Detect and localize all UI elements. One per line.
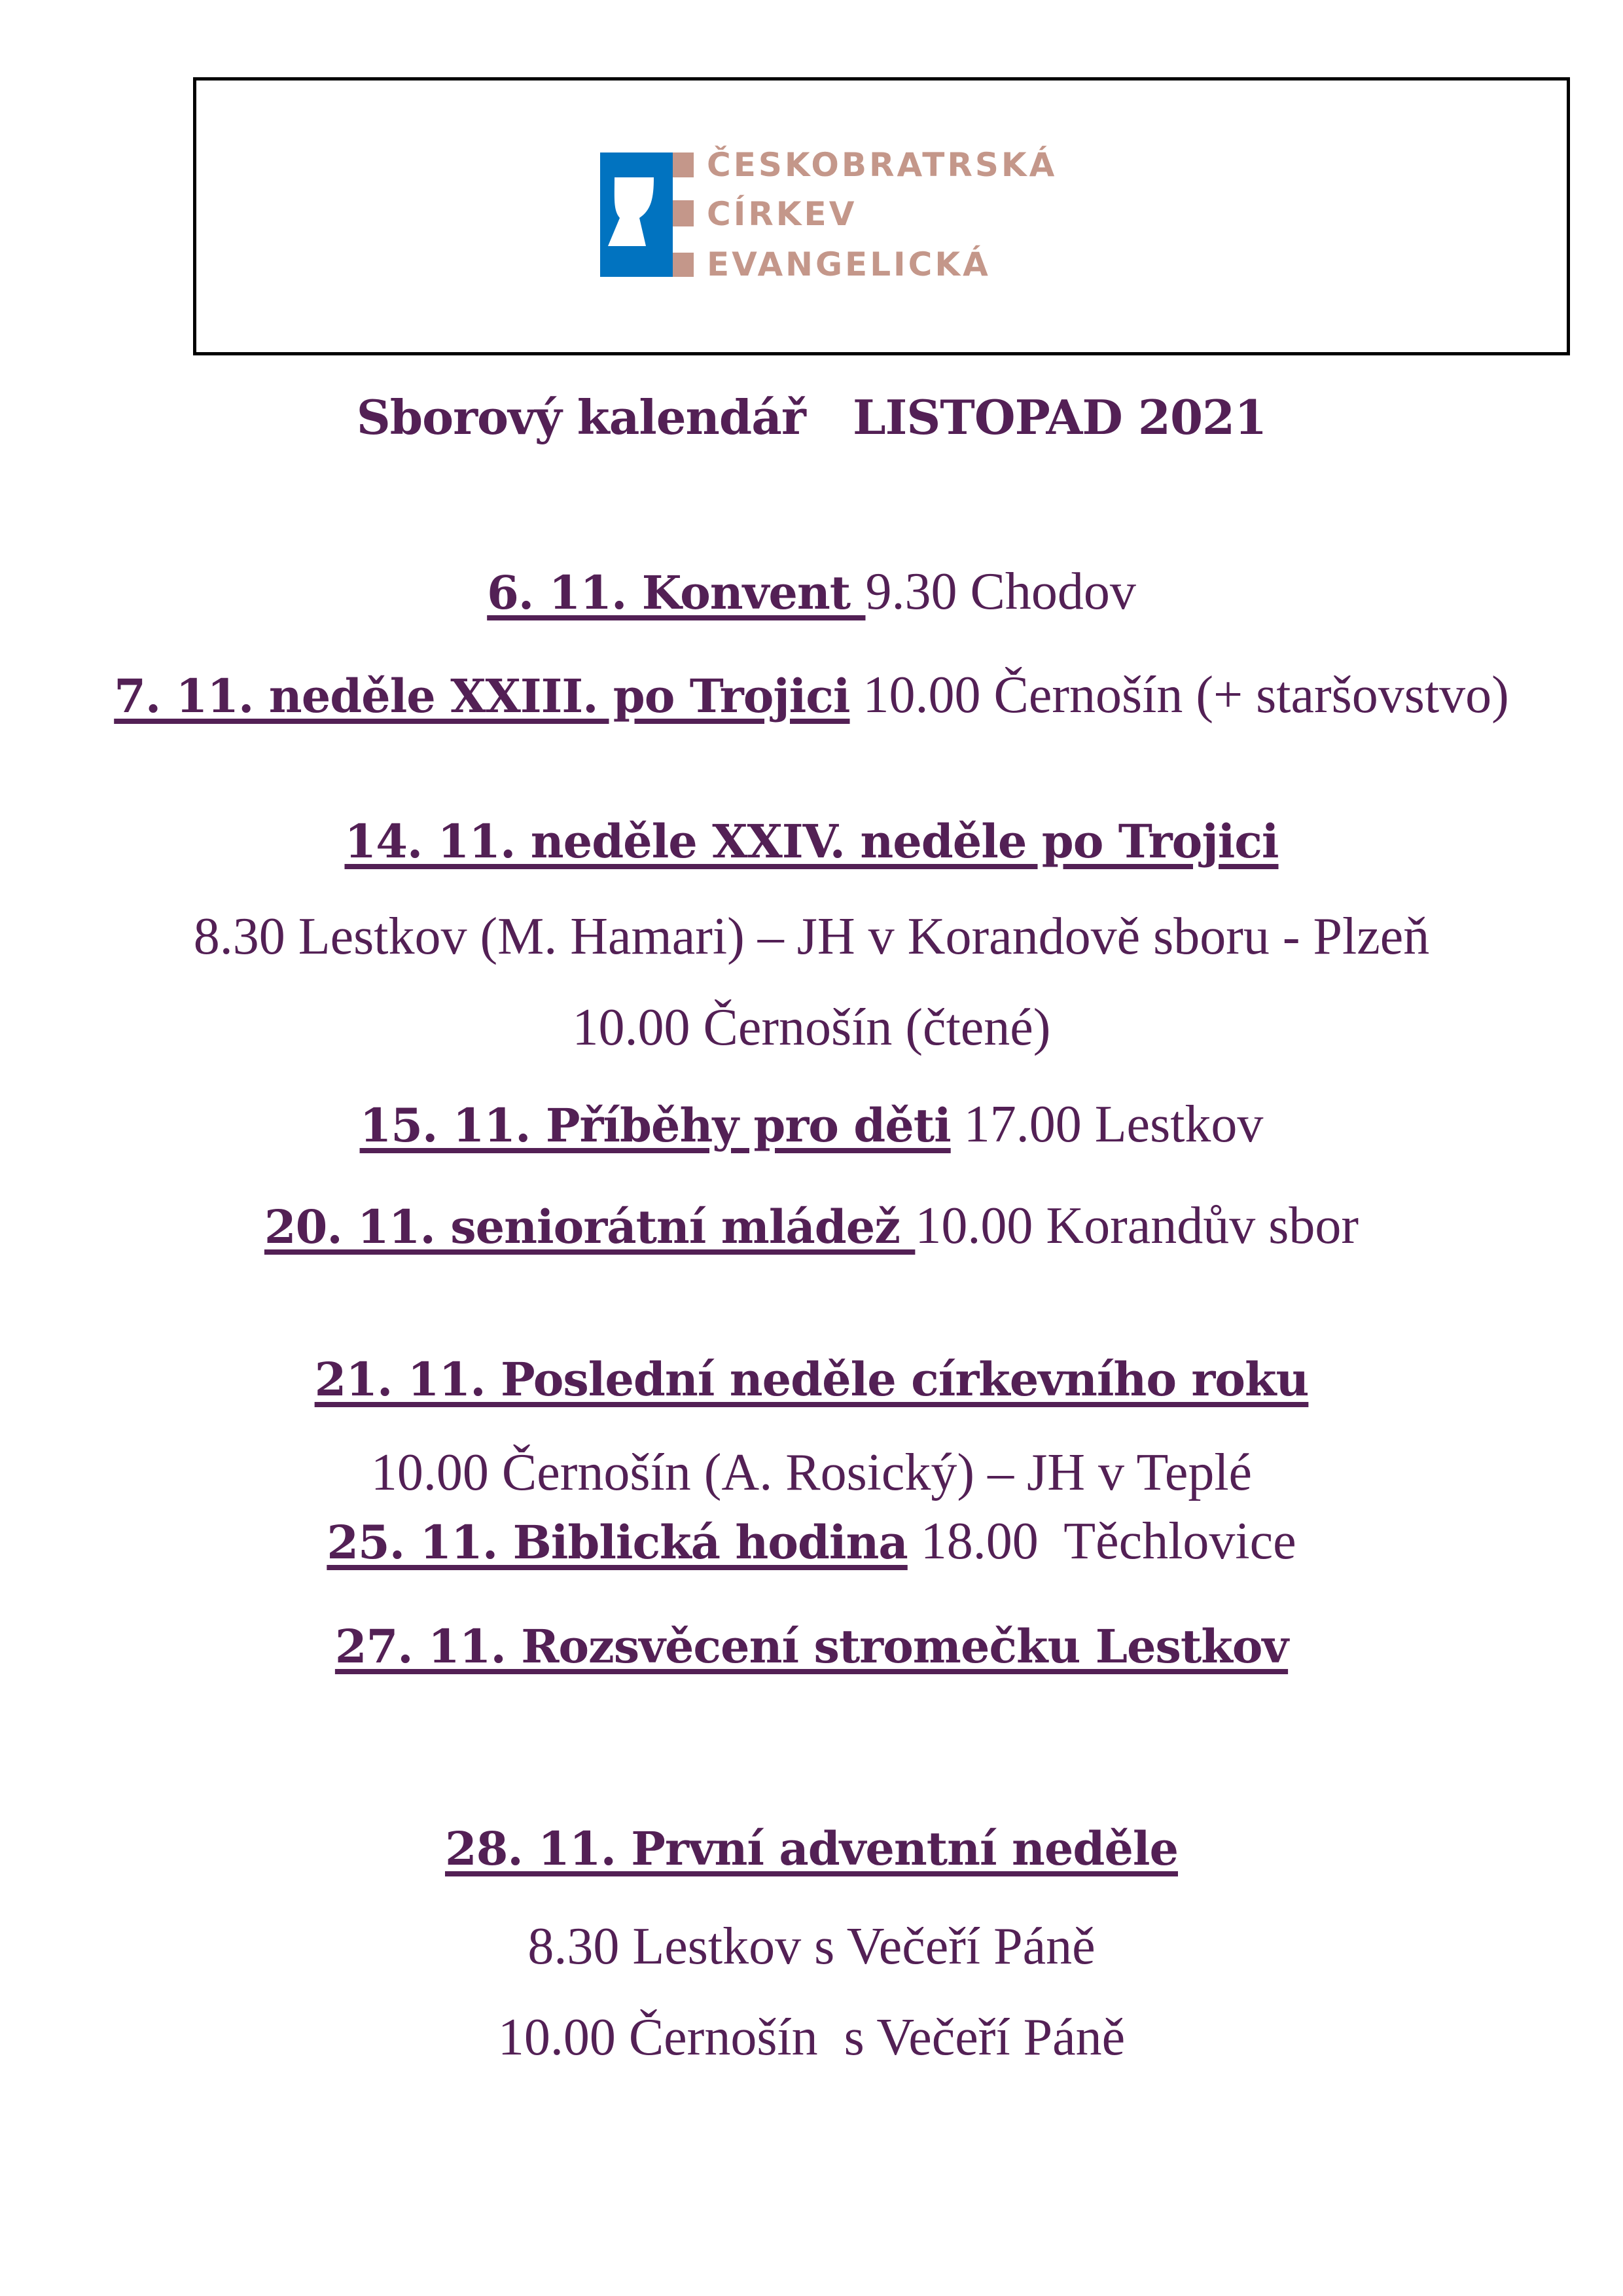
logo-bar-2: [673, 200, 694, 226]
logo-bar-1: [673, 152, 694, 177]
event-heading: 25. 11. Biblická hodina: [327, 1515, 908, 1570]
event-line: [0, 1446, 1623, 1499]
event-line: [0, 1920, 1623, 1973]
event-line: [0, 565, 1623, 619]
event-detail: 9.30 Chodov: [865, 563, 1136, 620]
church-logo: [600, 146, 1058, 283]
event-line: [0, 1001, 1623, 1054]
event-heading: 7. 11. neděle XXIII. po Trojici: [114, 669, 850, 723]
event-line: [0, 1619, 1623, 1673]
logo-text-line-1: ČESKOBRATRSKÁ: [707, 146, 1058, 184]
event-detail: 10.00 Černošín (čtené): [572, 999, 1051, 1056]
event-detail: 10.00 Černošín (+ staršovstvo): [849, 666, 1509, 724]
event-detail: 18.00 Těchlovice: [907, 1513, 1296, 1570]
event-heading: 27. 11. Rozsvěcení stromečku Lestkov: [334, 1619, 1289, 1674]
event-detail: 8.30 Lestkov s Večeří Páně: [527, 1918, 1096, 1975]
event-detail: 10.00 Černošín s Večeří Páně: [497, 2009, 1126, 2066]
event-detail: 17.00 Lestkov: [950, 1096, 1264, 1153]
event-line: [0, 2011, 1623, 2064]
event-line: [0, 814, 1623, 868]
event-heading: 14. 11. neděle XXIV. neděle po Trojici: [344, 814, 1279, 869]
logo-text-line-2: CÍRKEV: [707, 195, 857, 233]
event-line: [0, 666, 1623, 724]
event-heading: 15. 11. Příběhy pro děti: [359, 1098, 951, 1153]
logo-text-line-3: EVANGELICKÁ: [707, 245, 991, 283]
event-line: [0, 1352, 1623, 1406]
chalice-icon: [600, 152, 673, 277]
event-line: [0, 910, 1623, 963]
event-heading: 28. 11. První adventní neděle: [445, 1821, 1178, 1876]
event-heading: 21. 11. Poslední neděle církevního roku: [314, 1352, 1309, 1407]
event-heading: 20. 11. seniorátní mládež: [264, 1200, 916, 1254]
chalice-icon-svg: [600, 152, 673, 277]
event-heading: 6. 11. Konvent: [487, 565, 866, 620]
event-detail: 10.00 Korandův sbor: [915, 1197, 1359, 1255]
event-line: [0, 1197, 1623, 1255]
logo-bar-3: [673, 253, 694, 277]
event-line: [0, 1098, 1623, 1152]
event-detail: 8.30 Lestkov (M. Hamari) – JH v Korandově sboru - Plzeň: [193, 908, 1430, 965]
event-detail: 10.00 Černošín (A. Rosický) – JH v Teplé: [370, 1444, 1253, 1501]
event-line: [0, 1821, 1623, 1875]
page-title: Sborový kalendář LISTOPAD 2021: [356, 389, 1267, 445]
event-line: [0, 1515, 1623, 1569]
